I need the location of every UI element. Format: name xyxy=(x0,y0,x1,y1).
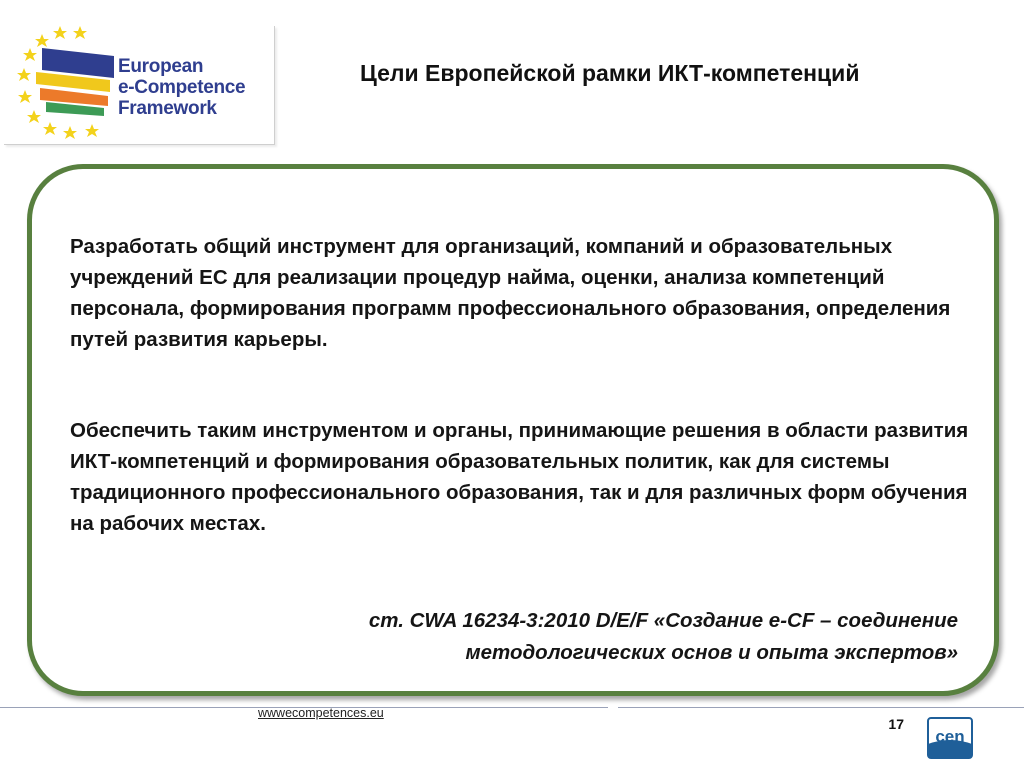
star-icon xyxy=(53,26,67,39)
ecf-logo xyxy=(4,26,275,145)
cen-logo-text: cen xyxy=(935,727,965,746)
star-icon xyxy=(85,124,99,137)
ecf-logo-text xyxy=(118,56,245,119)
star-icon xyxy=(35,34,49,47)
cen-logo-icon xyxy=(926,714,974,762)
citation xyxy=(178,605,958,669)
star-icon xyxy=(23,48,37,61)
framework-bars-icon xyxy=(36,48,114,116)
citation-line-1: cт. CWA 16234-3:2010 D/E/F «Создание e-CF – соединение xyxy=(368,609,958,632)
citation-line-2: методологических основ и опыта экспертов» xyxy=(465,641,958,664)
logo-line-1: European xyxy=(118,56,204,77)
goal-paragraph-1: Разработать общий инструмент для организаций, компаний и образовательных учреждений ЕС для реализации процедур найма, оценки, анализа компетенций персонала, формирования программ профессионального образования, определения путей развития карьеры. xyxy=(70,235,951,351)
star-icon xyxy=(18,90,32,103)
page-title: Цели Европейской рамки ИКТ-компетенций xyxy=(360,60,860,86)
content-frame xyxy=(27,164,999,696)
star-icon xyxy=(63,126,77,139)
ecf-logo-graphic xyxy=(12,26,122,144)
footer-divider-right xyxy=(618,707,1024,708)
star-icon xyxy=(17,68,31,81)
logo-line-2: e-Competence xyxy=(118,77,246,98)
footer-website-link[interactable]: wwwecompetences.eu xyxy=(258,706,384,720)
goal-paragraph-2: Обеспечить таким инструментом и органы, принимающие решения в области развития ИКТ-компетенций и формирования образовательных политик, как для системы традиционного профессионального образования, так и для различных форм обучения на рабочих местах. xyxy=(70,419,969,535)
logo-line-3: Framework xyxy=(118,98,217,119)
page-number: 17 xyxy=(888,716,904,732)
star-icon xyxy=(43,122,57,135)
star-icon xyxy=(27,110,41,123)
star-icon xyxy=(73,26,87,39)
